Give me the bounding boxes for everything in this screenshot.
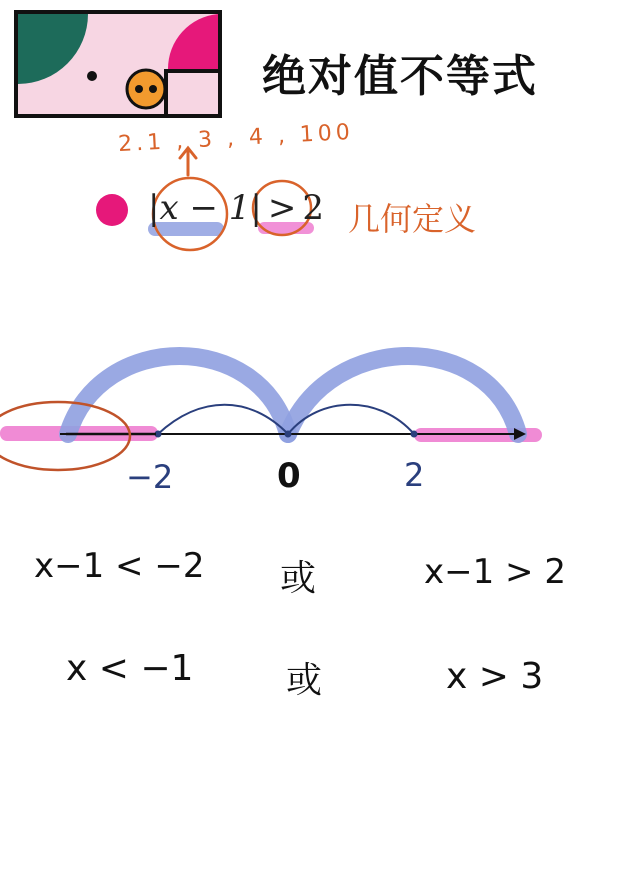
formula [148, 188, 324, 228]
row1-or: 或 [280, 558, 317, 599]
formula-rhs: 2 [302, 188, 324, 228]
example-values-annotation: 2.1 , 3 , 4 , 100 [117, 119, 355, 158]
abs-bar-left: | [148, 188, 160, 228]
tick-label-0: 0 [277, 456, 301, 496]
row2-left-inequality: x < −1 [66, 648, 194, 689]
row2-or: 或 [286, 660, 323, 701]
row2-right-inequality: x > 3 [446, 656, 544, 697]
abs-bar-right: | [250, 188, 262, 228]
formula-op: > [267, 188, 297, 228]
left-distance-arc [68, 356, 288, 434]
page-title: 绝对值不等式 [262, 51, 538, 102]
tick-label-2: 2 [404, 456, 425, 494]
tick-label-neg2: −2 [126, 458, 174, 496]
geometric-definition-note: 几何定义 [348, 200, 477, 238]
bullet-dot [96, 194, 128, 226]
row1-right-inequality: x−1 > 2 [424, 552, 566, 592]
row1-left-inequality: x−1 < −2 [34, 546, 205, 586]
up-arrow-icon [180, 148, 196, 175]
formula-expr: x − 1 [159, 188, 251, 228]
